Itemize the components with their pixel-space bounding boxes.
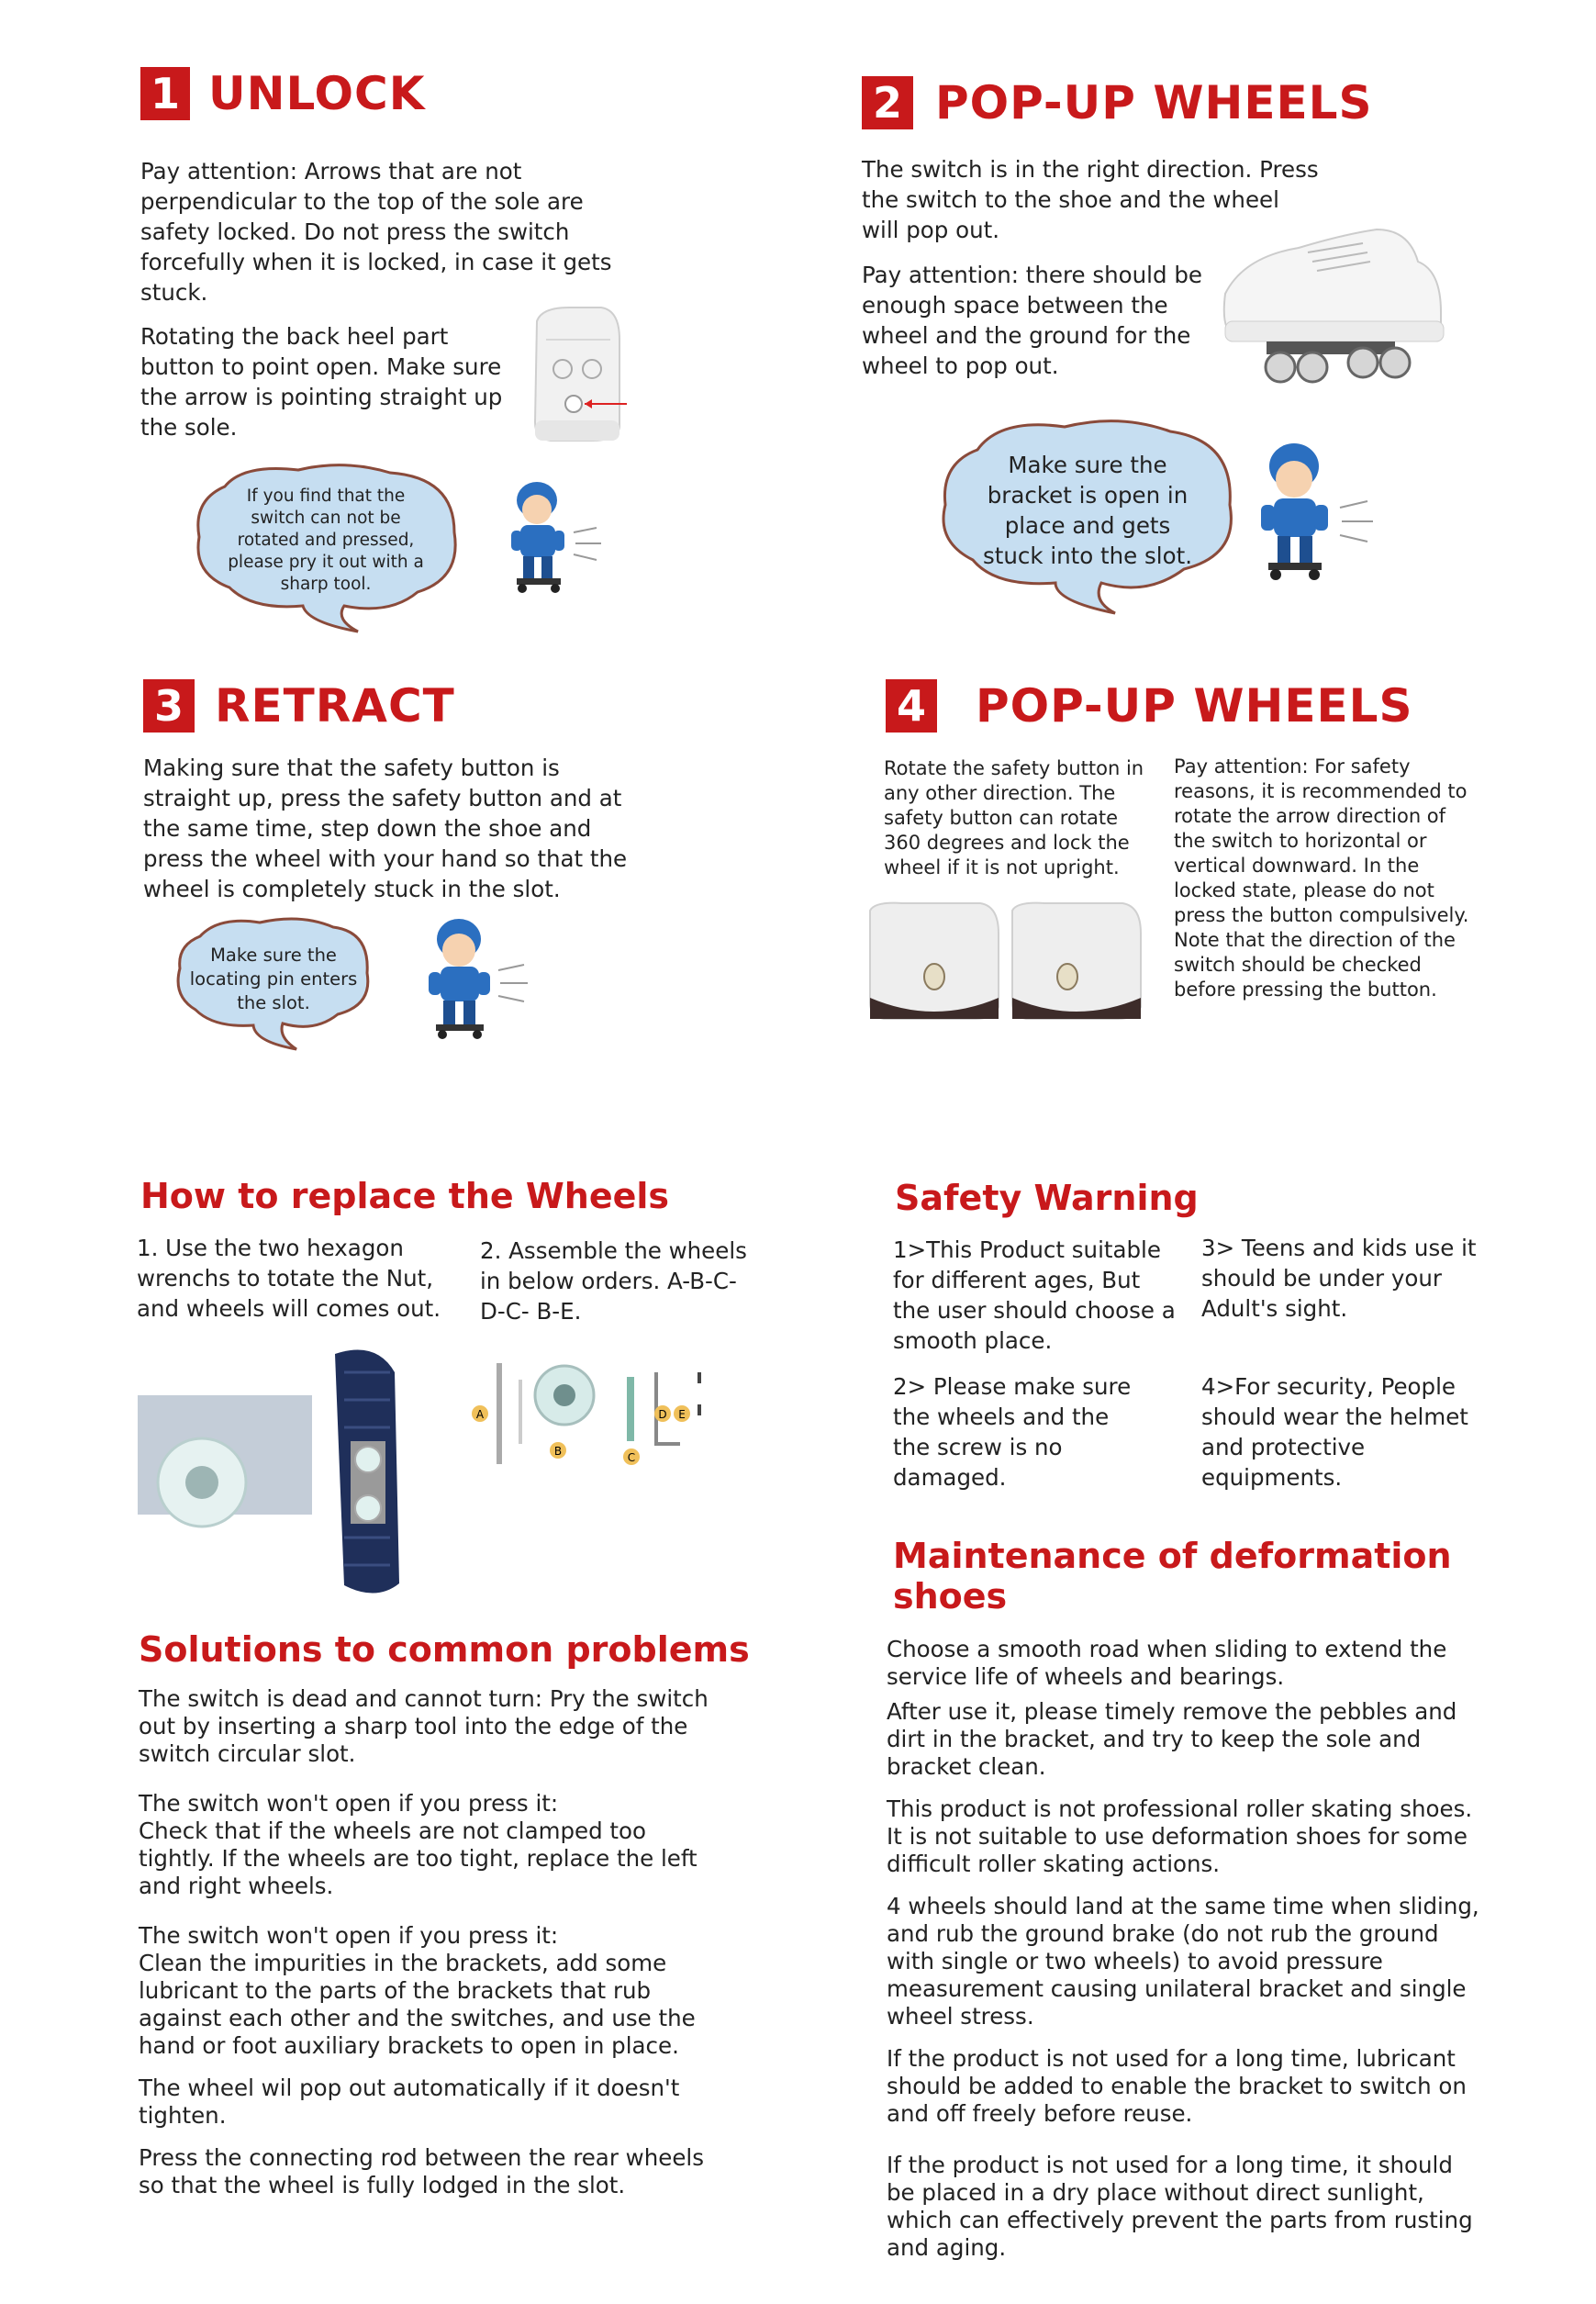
- section-title: POP-UP WHEELS: [935, 76, 1373, 129]
- solution-5: Press the connecting rod between the rear wheels so that the wheel is fully lodged in the slot.: [139, 2144, 704, 2198]
- safety-warning-3: 3> Teens and kids use it should be under your Adult's sight.: [1201, 1235, 1477, 1322]
- section-retract-header: [143, 679, 455, 733]
- maintenance-5: If the product is not used for a long time, lubricant should be added to enable the bracket to switch on and off freely before reuse.: [887, 2045, 1467, 2127]
- part-label-c: C: [627, 1451, 636, 1464]
- section-title: POP-UP WHEELS: [976, 679, 1413, 733]
- maintenance-1: Choose a smooth road when sliding to extend the service life of wheels and bearings.: [887, 1636, 1447, 1690]
- section-popup-wheels-header: [862, 76, 1373, 129]
- maintenance-4: 4 wheels should land at the same time when sliding, and rub the ground brake (do not rub the ground with single or two wheels) to avoid pressure measurement causing unilateral bracket and single wheel stress.: [887, 1893, 1479, 2030]
- section-popup-wheels-2-header: [886, 679, 1413, 733]
- maintenance-list: [887, 1636, 1483, 2262]
- part-label-a: A: [475, 1408, 485, 1421]
- solution-2-body: Check that if the wheels are not clamped too tightly. If the wheels are too tight, replace the left and right wheels.: [139, 1817, 698, 1899]
- section-unlock-header: [140, 67, 425, 120]
- safety-warning-title: Safety Warning: [895, 1178, 1199, 1218]
- solutions-list: [139, 1685, 726, 2199]
- retract-paragraph: Making sure that the safety button is straight up, press the safety button and at the same time, step down the shoe and press the wheel with your hand so that the wheel is completely stuck in the slot.: [143, 755, 628, 902]
- popup-paragraph-2: Pay attention: there should be enough space between the wheel and the ground for the wheel to pop out.: [862, 262, 1202, 379]
- maintenance-3: This product is not professional roller skating shoes. It is not suitable to use deformation shoes for some difficult roller skating actions.: [887, 1795, 1473, 1877]
- tip-bubble-text: Make sure the locating pin enters the slot.: [189, 945, 358, 1013]
- solution-3-heading: The switch won't open if you press it:: [139, 1922, 559, 1949]
- part-label-b: B: [553, 1445, 563, 1458]
- kid-skater-icon: [1248, 439, 1386, 586]
- unlock-paragraph-1: Pay attention: Arrows that are not perpendicular to the top of the sole are safety locked. Do not press the switch forcefully when it is locked, in case it gets stuck.: [140, 158, 612, 306]
- solution-1: The switch is dead and cannot turn: Pry the switch out by inserting a sharp tool into the edge of the switch circular slot.: [139, 1685, 709, 1767]
- kid-skater-icon: [418, 913, 537, 1042]
- solution-2-heading: The switch won't open if you press it:: [139, 1790, 559, 1817]
- popup2-paragraph-1: Rotate the safety button in any other direction. The safety button can rotate 360 degrees and lock the wheel if it is not upright.: [884, 757, 1144, 878]
- safety-warning-4: 4>For security, People should wear the helmet and protective equipments.: [1201, 1373, 1468, 1491]
- section-number-badge: 2: [862, 76, 913, 129]
- part-label-d: D: [658, 1408, 667, 1421]
- part-label-e: E: [678, 1408, 686, 1421]
- unlock-paragraph-2: Rotating the back heel part button to point open. Make sure the arrow is pointing straight up the sole.: [140, 323, 503, 441]
- solutions-title: Solutions to common problems: [139, 1629, 750, 1670]
- solution-4: The wheel wil pop out automatically if it doesn't tighten.: [139, 2075, 680, 2129]
- section-number-badge: 3: [143, 679, 195, 733]
- section-number-badge: 1: [140, 67, 190, 120]
- maintenance-2: After use it, please timely remove the pebbles and dirt in the bracket, and try to keep the sole and bracket clean.: [887, 1698, 1457, 1780]
- safety-button-photos: [865, 901, 1145, 1021]
- maintenance-6: If the product is not used for a long time, it should be placed in a dry place without direct sunlight, which can effectively prevent the parts from rusting and aging.: [887, 2152, 1473, 2261]
- section-number-badge: 4: [886, 679, 937, 733]
- tip-bubble-text: If you find that the switch can not be rotated and pressed, please pry it out with a sharp tool.: [228, 487, 424, 594]
- wheel-replacement-photo: [138, 1345, 459, 1597]
- section-title: RETRACT: [215, 679, 455, 733]
- kid-skater-icon: [500, 477, 610, 597]
- replace-wheels-title: How to replace the Wheels: [140, 1176, 670, 1216]
- solution-3-body: Clean the impurities in the brackets, add some lubricant to the parts of the brackets that rub against each other and the switches, and use the hand or foot auxiliary brackets to open in place.: [139, 1950, 696, 2059]
- section-title: UNLOCK: [208, 67, 426, 120]
- maintenance-title: Maintenance of deformation shoes: [893, 1536, 1452, 1616]
- safety-warning-2: 2> Please make sure the wheels and the the screw is no damaged.: [893, 1373, 1132, 1491]
- popup2-paragraph-2: Pay attention: For safety reasons, it is recommended to rotate the arrow direction of the switch to horizontal or vertical downward. In the locked state, please do not press the button compulsively. Note that the direction of the switch should be checked before pressing the button.: [1174, 755, 1469, 1001]
- replace-step-2: 2. Assemble the wheels in below orders. A-B-C-D-C- B-E.: [480, 1237, 747, 1325]
- roller-shoe-illustration: [1216, 220, 1455, 395]
- popup-paragraph-1: The switch is in the right direction. Press the switch to the shoe and the wheel will pop out.: [862, 156, 1319, 243]
- tip-bubble-text: Make sure the bracket is open in place and gets stuck into the slot.: [982, 452, 1192, 569]
- replace-step-1: 1. Use the two hexagon wrenchs to totate the Nut, and wheels will comes out.: [137, 1235, 441, 1322]
- safety-warning-1: 1>This Product suitable for different ages, But the user should choose a smooth place.: [893, 1236, 1176, 1354]
- wheel-parts-diagram: [463, 1354, 748, 1478]
- heel-switch-illustration: [528, 303, 629, 445]
